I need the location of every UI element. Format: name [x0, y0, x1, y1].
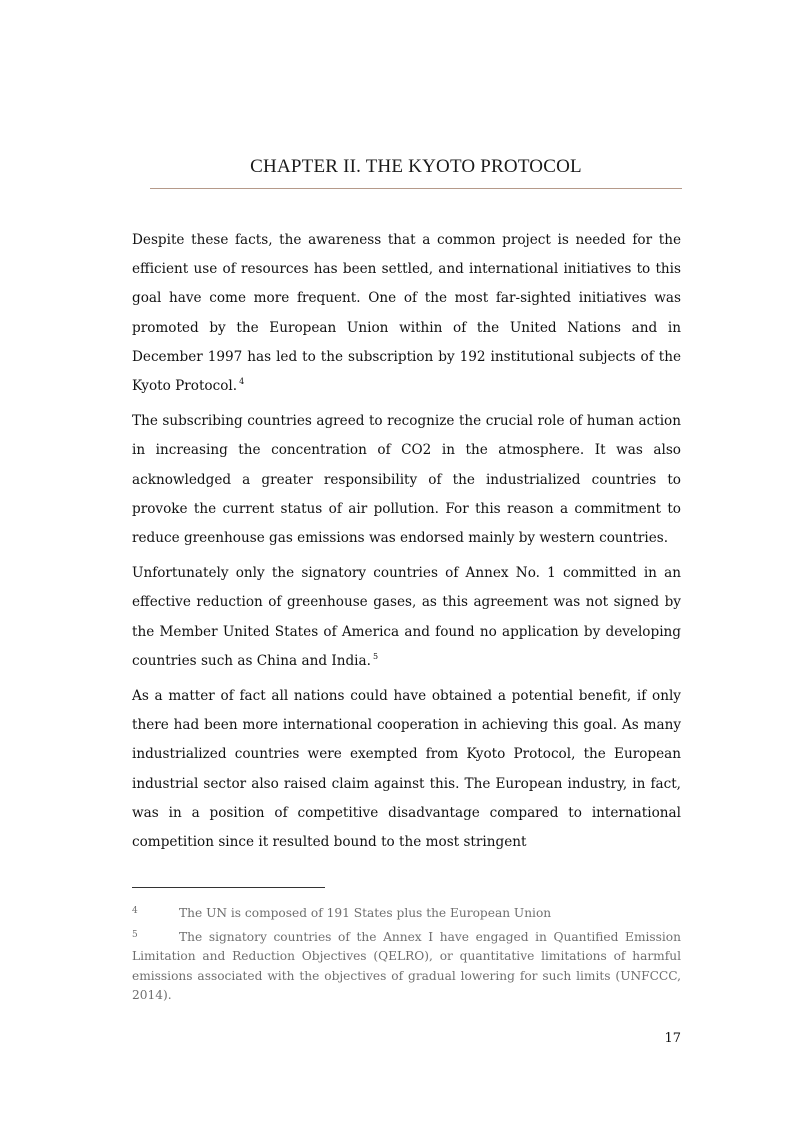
footnote: [132, 928, 681, 1006]
paragraph: [132, 226, 681, 401]
footnotes: [132, 904, 681, 1010]
footnote-separator: [132, 887, 325, 888]
paragraph: [132, 559, 681, 676]
footnote-number: 4: [132, 906, 138, 916]
footnote: [132, 904, 681, 924]
footnote-number: 5: [132, 929, 138, 940]
body-text: [132, 226, 681, 863]
footnote-text: The signatory countries of the Annex I have engaged in Quantified Emission Limitation and Reduction Objectives (QELRO), or quantitative limitations of harmful emissions associated with the objectives of gradual lowering for such limits (UNFCCC, 2014).: [132, 929, 681, 1002]
paragraph-text: The subscribing countries agreed to recognize the crucial role of human action in increasing the concentration of CO2 in the atmosphere. It was also acknowledged a greater responsibility of the industrialized countries to provoke the current status of air pollution. For this reason a commitment to reduce greenhouse gas emissions was endorsed mainly by western countries.: [132, 413, 681, 547]
paragraph: [132, 407, 681, 553]
footnote-reference[interactable]: 4: [239, 377, 245, 387]
footnote-text: The UN is composed of 191 States plus the European Union: [179, 906, 552, 920]
page-number: 17: [664, 1031, 681, 1046]
paragraph: [132, 682, 681, 857]
chapter-title: CHAPTER II. THE KYOTO PROTOCOL: [250, 156, 582, 177]
paragraph-text: Unfortunately only the signatory countries of Annex No. 1 committed in an effective reduction of greenhouse gases, as this agreement was not signed by the Member United States of America and found no application by developing countries such as China and India.: [132, 565, 681, 669]
paragraph-text: As a matter of fact all nations could have obtained a potential benefit, if only there had been more international cooperation in achieving this goal. As many industrialized countries were exempted from Kyoto Protocol, the European industrial sector also raised claim against this. The European industry, in fact, was in a position of competitive disadvantage compared to international competition since it resulted bound to the most stringent: [132, 688, 681, 851]
header-divider: [150, 188, 682, 189]
footnote-reference[interactable]: 5: [372, 652, 379, 662]
paragraph-text: Despite these facts, the awareness that a common project is needed for the efficient use of resources has been settled, and international initiatives to this goal have come more frequent. One of the most far-sighted initiatives was promoted by the European Union within of the United Nations and in December 1997 has led to the subscription by 192 institutional subjects of the Kyoto Protocol.: [132, 232, 681, 395]
